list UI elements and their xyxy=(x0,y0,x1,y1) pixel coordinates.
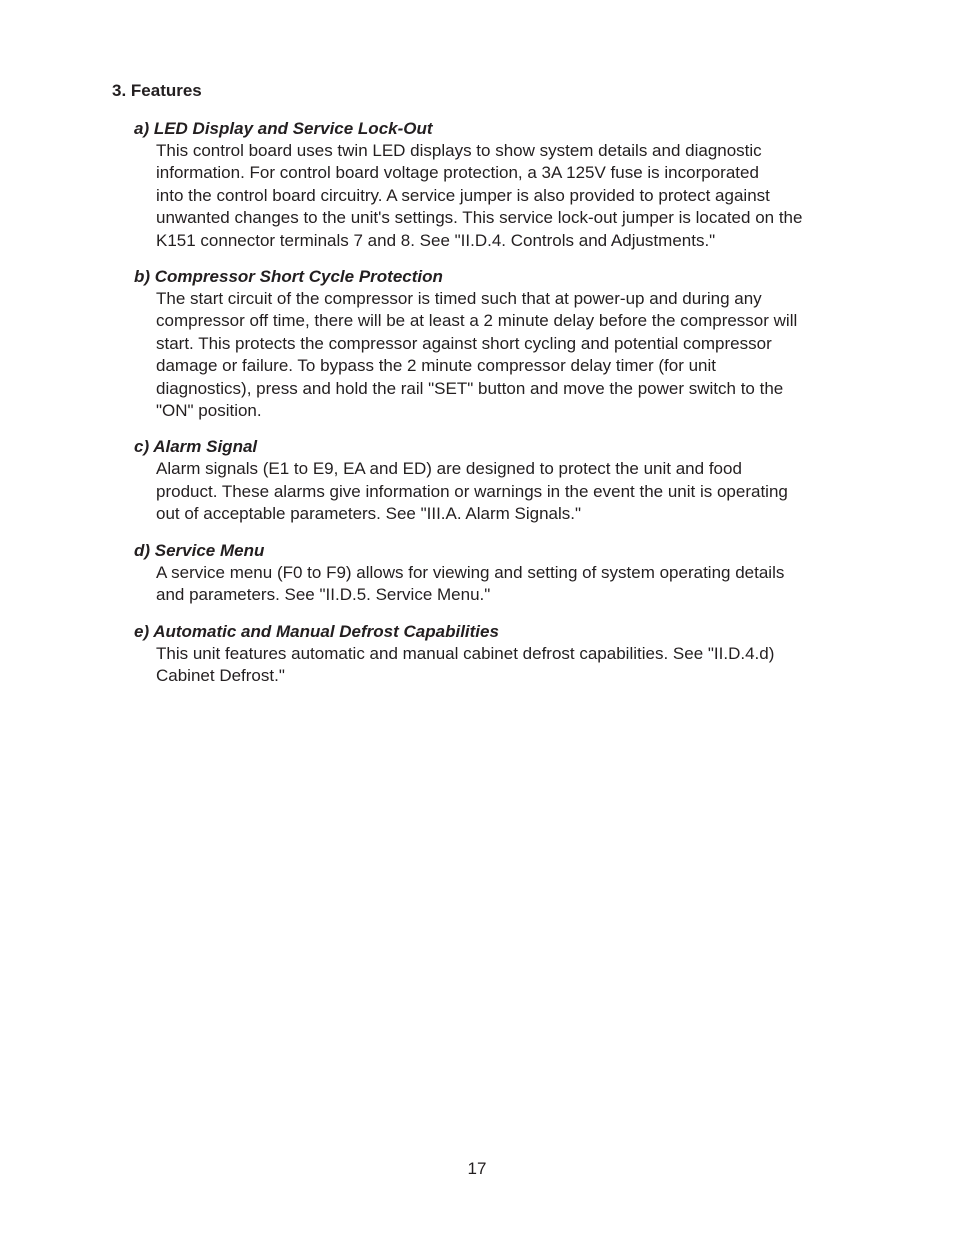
subsection-body: This unit features automatic and manual cabinet defrost capabilities. See "II.D.4.d) Cabinet Defrost." xyxy=(156,643,775,685)
subsection-alarm-signal xyxy=(134,436,874,525)
subsection-heading: c) Alarm Signal xyxy=(134,437,258,457)
features-list xyxy=(134,118,874,701)
subsection-body: The start circuit of the compressor is timed such that at power-up and during any compressor off time, there will be at least a 2 minute delay before the compressor will start. This protects the compressor against short cycling and potential compressor damage or failure. To bypass the 2 minute compressor delay timer (for unit diagnostics), press and hold the rail "SET" button and move the power switch to the "ON" position. xyxy=(156,289,798,421)
subsection-led-display xyxy=(134,118,874,252)
subsection-service-menu xyxy=(134,540,874,607)
subsection-heading: e) Automatic and Manual Defrost Capabilities xyxy=(134,621,499,641)
subsection-heading: b) Compressor Short Cycle Protection xyxy=(134,267,443,287)
subsection-heading: d) Service Menu xyxy=(134,540,265,560)
section-heading: 3. Features xyxy=(112,81,202,100)
subsection-heading: a) LED Display and Service Lock-Out xyxy=(134,119,433,138)
subsection-body: Alarm signals (E1 to E9, EA and ED) are designed to protect the unit and food product. These alarms give information or warnings in the event the unit is operating out of acceptable parameters. See "III.A. Alarm Signals." xyxy=(156,459,788,524)
subsection-body: A service menu (F0 to F9) allows for viewing and setting of system operating details and parameters. See "II.D.5. Service Menu." xyxy=(156,562,785,605)
page-number: 17 xyxy=(467,1159,487,1178)
subsection-compressor-protection xyxy=(134,266,874,422)
subsection-body: This control board uses twin LED displays to show system details and diagnostic information. For control board voltage protection, a 3A 125V fuse is incorporated into the control board circuitry. A service jumper is also provided to protect against unwanted changes to the unit's settings. This service lock-out jumper is located on the K151 connector terminals 7 and 8. See "II.D.4. Controls and Adjustments." xyxy=(156,141,803,250)
subsection-defrost xyxy=(134,621,874,688)
